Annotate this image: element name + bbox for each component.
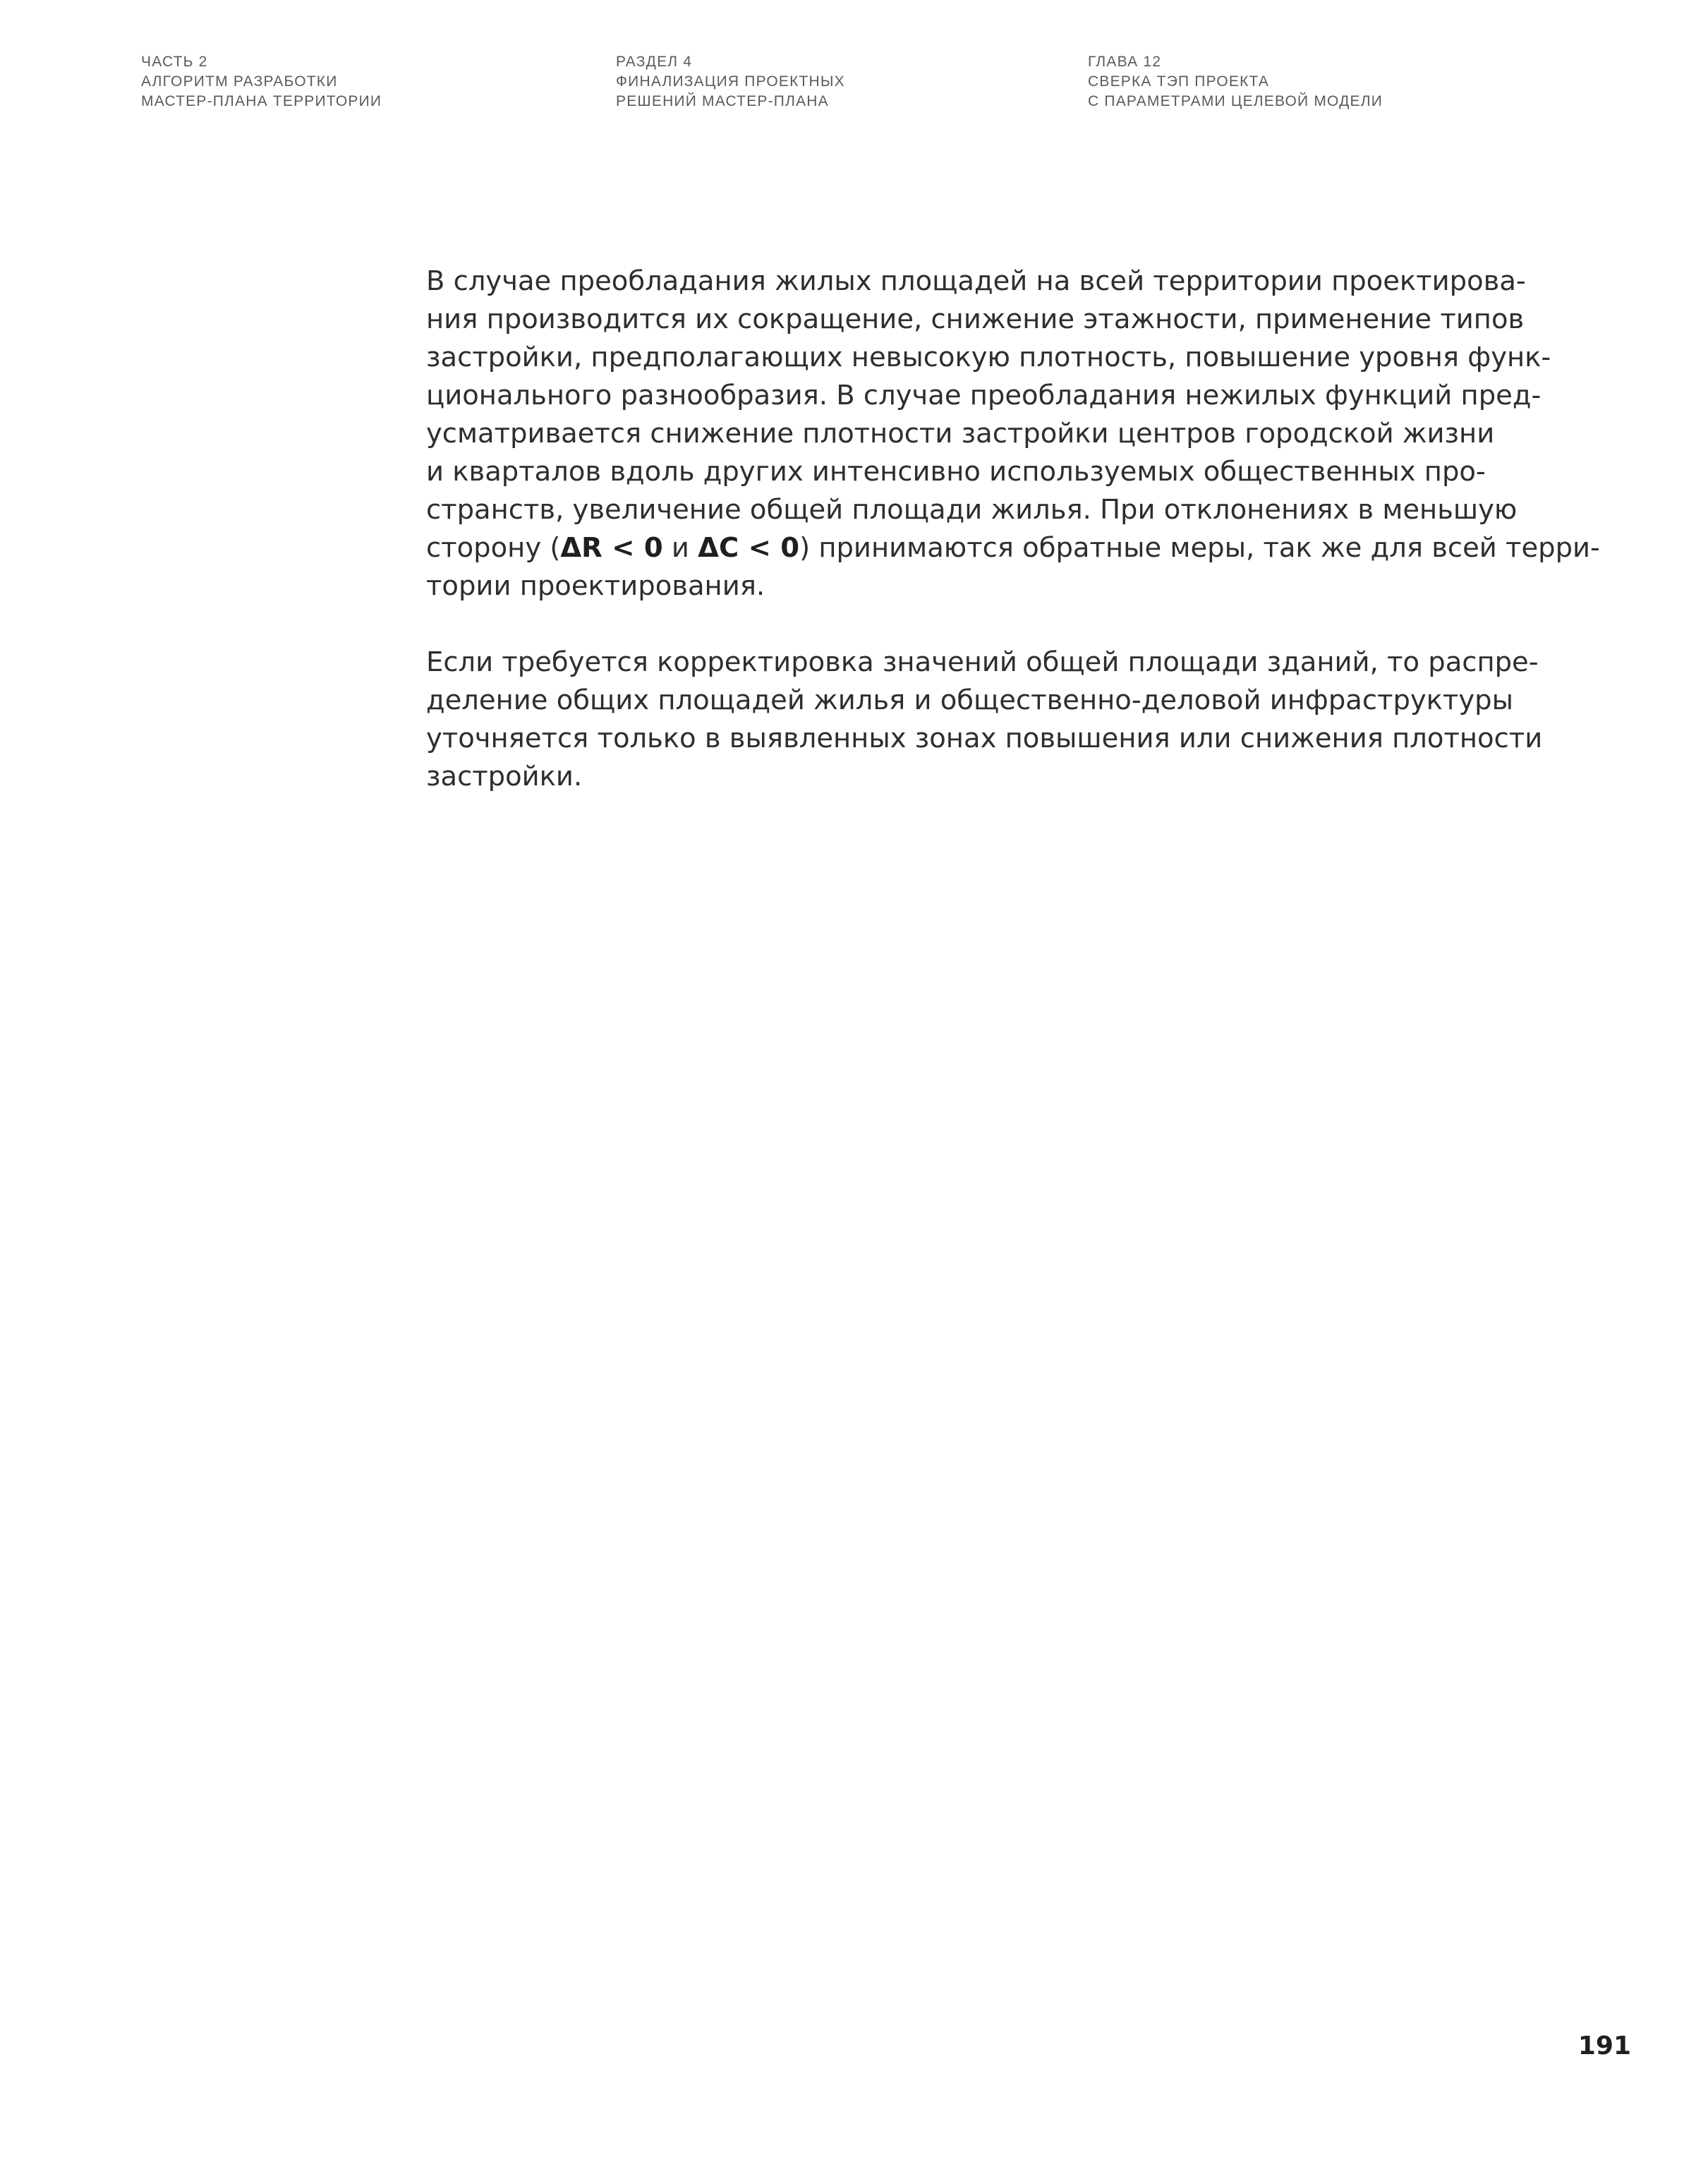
page-number: 191 [1577,2032,1631,2060]
text-line-with-formulas [426,529,1600,567]
formula-delta-r: ΔR < 0 [560,532,663,564]
header-chapter [1088,52,1383,111]
text-fragment: сторону ( [426,532,561,564]
header-section-title-line2: РЕШЕНИЙ МАСТЕР-ПЛАНА [616,93,829,109]
text-line: ния производится их сокращение, снижение этажности, применение типов [426,303,1525,335]
header-part-title-line1: АЛГОРИТМ РАЗРАБОТКИ [141,73,338,90]
text-line: деление общих площадей жилья и общественно-деловой инфраструктуры [426,684,1513,716]
header-part-number: ЧАСТЬ 2 [141,54,208,70]
text-fragment: и [662,532,698,564]
text-line: уточняется только в выявленных зонах повышения или снижения плотности [426,723,1543,754]
text-line: В случае преобладания жилых площадей на всей территории проектирова- [426,265,1526,297]
text-line: Если требуется корректировка значений общей площади зданий, то распре- [426,646,1539,678]
paragraph-2 [426,644,1543,796]
formula-delta-c: ΔC < 0 [698,532,800,564]
text-line: усматривается снижение плотности застройки центров городской жизни [426,418,1495,449]
header-part-title-line2: МАСТЕР-ПЛАНА ТЕРРИТОРИИ [141,93,382,109]
text-fragment: ) принимаются обратные меры, так же для всей терри- [799,532,1600,564]
header-section-number: РАЗДЕЛ 4 [616,54,693,70]
text-line: тории проектирования. [426,570,765,602]
header-section [616,52,845,111]
header-chapter-number: ГЛАВА 12 [1088,54,1162,70]
text-line: и кварталов вдоль других интенсивно используемых общественных про- [426,456,1486,488]
header-part [141,52,382,111]
text-line: странств, увеличение общей площади жилья. При отклонениях в меньшую [426,494,1518,526]
main-text [426,262,1600,834]
text-line: ционального разнообразия. В случае преобладания нежилых функций пред- [426,380,1542,411]
header-section-title-line1: ФИНАЛИЗАЦИЯ ПРОЕКТНЫХ [616,73,845,90]
paragraph-1 [426,262,1600,605]
text-line: застройки. [426,761,583,792]
running-header [0,52,1708,130]
header-chapter-title-line2: С ПАРАМЕТРАМИ ЦЕЛЕВОЙ МОДЕЛИ [1088,93,1383,109]
text-line: застройки, предполагающих невысокую плотность, повышение уровня функ- [426,342,1551,373]
header-chapter-title-line1: СВЕРКА ТЭП ПРОЕКТА [1088,73,1270,90]
